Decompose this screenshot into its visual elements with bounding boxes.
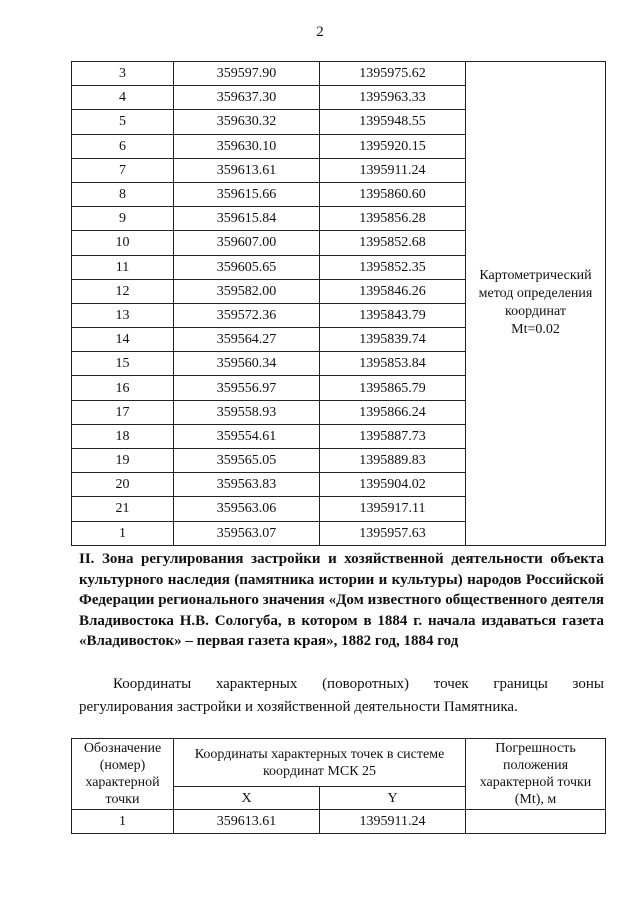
x-cell: 359582.00 xyxy=(174,279,320,303)
y-cell: 1395856.28 xyxy=(320,207,466,231)
x-cell: 359613.61 xyxy=(174,810,320,834)
point-number: 10 xyxy=(72,231,174,255)
y-cell: 1395948.55 xyxy=(320,110,466,134)
intro-word: характерных xyxy=(215,676,298,692)
intro-paragraph xyxy=(79,673,604,719)
x-cell: 359637.30 xyxy=(174,86,320,110)
point-number: 15 xyxy=(72,352,174,376)
x-cell: 359563.83 xyxy=(174,473,320,497)
x-cell: 359607.00 xyxy=(174,231,320,255)
y-cell: 1395865.79 xyxy=(320,376,466,400)
y-cell: 1395963.33 xyxy=(320,86,466,110)
y-cell: 1395904.02 xyxy=(320,473,466,497)
point-number: 11 xyxy=(72,255,174,279)
y-cell: 1395866.24 xyxy=(320,400,466,424)
point-number: 12 xyxy=(72,279,174,303)
y-cell: 1395853.84 xyxy=(320,352,466,376)
point-number: 20 xyxy=(72,473,174,497)
x-cell: 359613.61 xyxy=(174,158,320,182)
x-header: X xyxy=(174,787,320,810)
x-cell: 359572.36 xyxy=(174,303,320,327)
point-number: 17 xyxy=(72,400,174,424)
x-cell: 359597.90 xyxy=(174,62,320,86)
intro-word: точек xyxy=(433,676,469,692)
intro-word: Координаты xyxy=(113,676,192,692)
point-number: 16 xyxy=(72,376,174,400)
x-cell: 359554.61 xyxy=(174,424,320,448)
y-cell: 1395911.24 xyxy=(320,158,466,182)
point-number: 18 xyxy=(72,424,174,448)
page-number: 2 xyxy=(316,24,324,40)
y-cell: 1395911.24 xyxy=(320,810,466,834)
method-line: координат xyxy=(505,304,566,320)
header-line: положения xyxy=(502,758,569,773)
point-number: 14 xyxy=(72,328,174,352)
point-number: 1 xyxy=(72,810,174,834)
x-cell: 359615.66 xyxy=(174,182,320,206)
x-cell: 359558.93 xyxy=(174,400,320,424)
y-cell: 1395852.35 xyxy=(320,255,466,279)
y-cell: 1395839.74 xyxy=(320,328,466,352)
method-cell xyxy=(466,62,606,546)
point-number: 4 xyxy=(72,86,174,110)
points-header-row xyxy=(72,739,606,787)
x-cell: 359560.34 xyxy=(174,352,320,376)
y-cell: 1395843.79 xyxy=(320,303,466,327)
x-cell: 359564.27 xyxy=(174,328,320,352)
point-number: 3 xyxy=(72,62,174,86)
coords-header xyxy=(174,739,466,787)
coordinates-table xyxy=(71,61,606,546)
point-number: 7 xyxy=(72,158,174,182)
point-number: 19 xyxy=(72,449,174,473)
y-cell: 1395887.73 xyxy=(320,424,466,448)
point-number: 8 xyxy=(72,182,174,206)
x-cell: 359605.65 xyxy=(174,255,320,279)
header-line: координат МСК 25 xyxy=(262,763,377,779)
header-line: Погрешность xyxy=(495,741,576,756)
point-number: 9 xyxy=(72,207,174,231)
section-heading: II. Зона регулирования застройки и хозяйственной деятельности объекта культурного наследия (памятника истории и культуры) народов Российской Федерации регионального значения «Дом известного общественного деятеля Владивостока Н.В. Сологуба, в котором в 1884 г. начала издаваться газета «Владивосток» – первая газета края», 1882 год, 1884 год xyxy=(79,551,604,649)
header-line: характерной xyxy=(85,775,160,790)
y-cell: 1395846.26 xyxy=(320,279,466,303)
intro-word: границы xyxy=(493,676,548,692)
x-cell: 359563.07 xyxy=(174,521,320,545)
points-table xyxy=(71,738,606,834)
designation-header xyxy=(72,739,174,810)
y-cell: 1395917.11 xyxy=(320,497,466,521)
header-line: характерной точки xyxy=(479,775,592,790)
intro-line-2: регулирования застройки и хозяйственной деятельности Памятника. xyxy=(79,699,518,715)
x-cell: 359615.84 xyxy=(174,207,320,231)
header-line: Координаты характерных точек в системе xyxy=(194,746,445,762)
header-line: (Mt), м xyxy=(514,792,557,807)
y-header: Y xyxy=(320,787,466,810)
y-cell: 1395860.60 xyxy=(320,182,466,206)
intro-word: зоны xyxy=(572,676,604,692)
y-cell: 1395920.15 xyxy=(320,134,466,158)
intro-line-1 xyxy=(79,673,604,696)
intro-word: (поворотных) xyxy=(322,676,410,692)
x-cell: 359556.97 xyxy=(174,376,320,400)
error-cell xyxy=(466,810,606,834)
x-cell: 359630.10 xyxy=(174,134,320,158)
y-cell: 1395957.63 xyxy=(320,521,466,545)
point-number: 6 xyxy=(72,134,174,158)
point-number: 1 xyxy=(72,521,174,545)
table-row xyxy=(72,62,606,86)
header-line: (номер) xyxy=(99,758,146,773)
point-number: 13 xyxy=(72,303,174,327)
method-line: Mt=0.02 xyxy=(511,322,560,338)
y-cell: 1395975.62 xyxy=(320,62,466,86)
x-cell: 359565.05 xyxy=(174,449,320,473)
header-line: Обозначение xyxy=(83,741,162,756)
y-cell: 1395852.68 xyxy=(320,231,466,255)
header-line: точки xyxy=(105,792,140,807)
method-line: метод определения xyxy=(478,286,593,302)
method-line: Картометрический xyxy=(479,268,592,284)
point-number: 21 xyxy=(72,497,174,521)
x-cell: 359563.06 xyxy=(174,497,320,521)
table-row xyxy=(72,810,606,834)
point-number: 5 xyxy=(72,110,174,134)
y-cell: 1395889.83 xyxy=(320,449,466,473)
error-header xyxy=(466,739,606,810)
x-cell: 359630.32 xyxy=(174,110,320,134)
